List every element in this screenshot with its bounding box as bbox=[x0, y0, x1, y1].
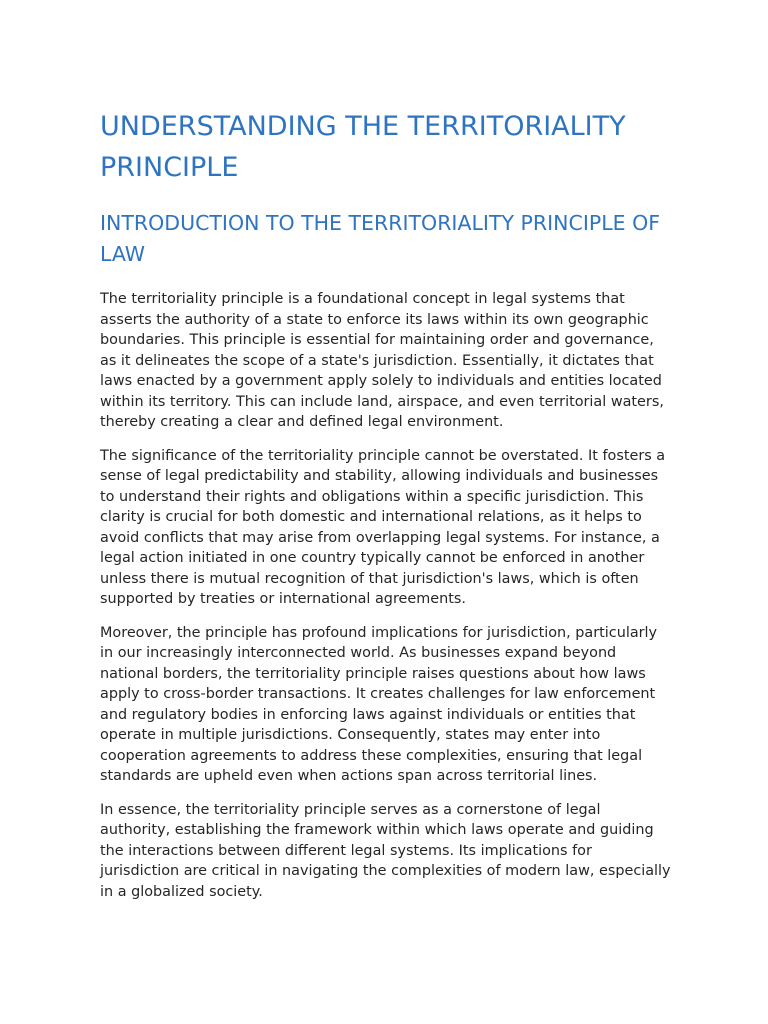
section-heading: INTRODUCTION TO THE TERRITORIALITY PRINCIPLE OF LAW bbox=[100, 211, 661, 266]
document-page bbox=[100, 106, 672, 915]
body-paragraph: The territoriality principle is a foundational concept in legal systems that asserts the authority of a state to enforce its laws within its own geographic boundaries. This principle is essential for maintaining order and governance, as it delineates the scope of a state's jurisdiction. Essentially, it dictates that laws enacted by a government apply solely to individuals and entities located within its territory. This can include land, airspace, and even territorial waters, thereby creating a clear and defined legal environment. bbox=[100, 291, 664, 430]
body-paragraph: Moreover, the principle has profound implications for jurisdiction, particularly in our increasingly interconnected world. As businesses expand beyond national borders, the territoriality principle raises questions about how laws apply to cross-border transactions. It creates challenges for law enforcement and regulatory bodies in enforcing laws against individuals or entities that operate in multiple jurisdictions. Consequently, states may enter into cooperation agreements to address these complexities, ensuring that legal standards are upheld even when actions span across territorial lines. bbox=[100, 624, 658, 784]
body-paragraph: The significance of the territoriality principle cannot be overstated. It fosters a sense of legal predictability and stability, allowing individuals and businesses to understand their rights and obligations within a specific jurisdiction. This clarity is crucial for both domestic and international relations, as it helps to avoid conflicts that may arise from overlapping legal systems. For instance, a legal action initiated in one country typically cannot be enforced in another unless there is mutual recognition of that jurisdiction's laws, which is often supported by treaties or international agreements. bbox=[100, 447, 666, 607]
document-title: UNDERSTANDING THE TERRITORIALITY PRINCIPLE bbox=[100, 111, 626, 183]
body-paragraph: In essence, the territoriality principle serves as a cornerstone of legal authority, establishing the framework within which laws operate and guiding the interactions between different legal systems. Its implications for jurisdiction are critical in navigating the complexities of modern law, especially in a globalized society. bbox=[100, 801, 671, 900]
